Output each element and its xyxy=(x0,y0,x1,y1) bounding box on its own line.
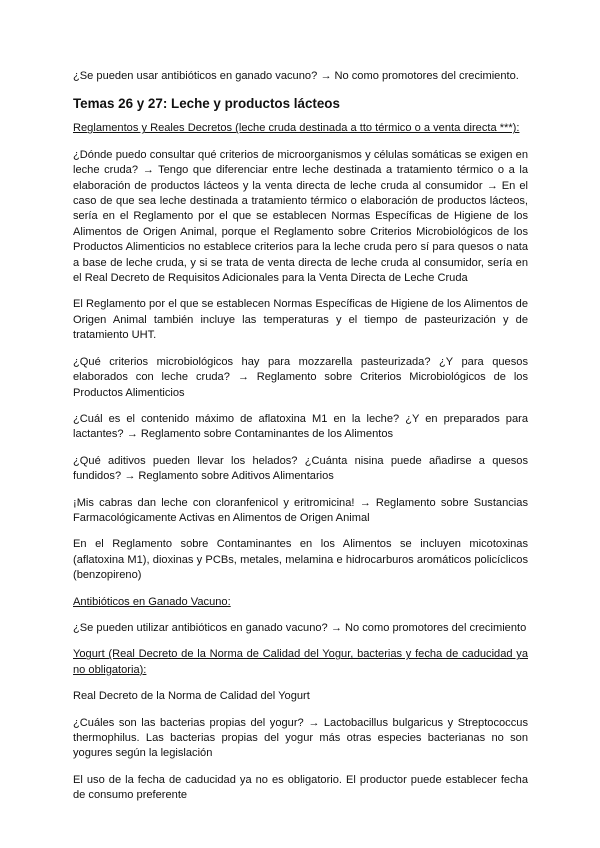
paragraph-aditivos: ¿Qué aditivos pueden llevar los helados? ¿Cuánta nisina puede añadirse a quesos fundidos? → Reglamento sobre Aditivos Alimentarios xyxy=(73,454,528,483)
paragraph-antibioticos: ¿Se pueden utilizar antibióticos en ganado vacuno? → No como promotores del crecimiento xyxy=(73,621,527,634)
paragraph-cabras: ¡Mis cabras dan leche con cloranfenicol y eritromicina! → Reglamento sobre Sustancias Farmacológicamente Activas en Alimentos de Origen Animal xyxy=(73,496,528,524)
paragraph-fecha-caducidad: El uso de la fecha de caducidad ya no es obligatorio. El productor puede establecer fecha de consumo preferente xyxy=(73,773,528,802)
paragraph-leche-cruda: ¿Dónde puedo consultar qué criterios de microorganismos y células somáticas se exigen en leche cruda? → Tengo que diferenciar entre leche destinada a tratamiento térmico o a la elaboración de productos lácteos y la venta directa de leche cruda al consumidor → En el caso de que sea leche destinada a tratamiento térmico o elaboración de productos lácteos, sería en el Reglamento por el que se establecen Normas Específicas de Higiene de los Alimentos de Origen Animal, porque el Reglamento sobre Criterios Microbiológicos de los Productos Alimenticios no establece criterios para la leche cruda pero sí para quesos o nata a base de leche cruda, y si se trata de venta directa de leche cruda al consumidor, sería en el Real Decreto de Requisitos Adicionales para la Venta Directa de Leche Cruda xyxy=(73,148,528,285)
paragraph-aflatoxina: ¿Cuál es el contenido máximo de aflatoxina M1 en la leche? ¿Y en preparados para lactantes? → Reglamento sobre Contaminantes de los Alimentos xyxy=(73,412,528,441)
subheading-reglamentos: Reglamentos y Reales Decretos (leche cruda destinada a tto térmico o a venta directa ***): xyxy=(73,122,520,135)
section-heading: Temas 26 y 27: Leche y productos lácteos xyxy=(73,96,340,112)
paragraph-bacterias-yogur: ¿Cuáles son las bacterias propias del yogur? → Lactobacillus bulgaricus y Streptococcus thermophilus. Las bacterias propias del yogur más otras especies bacterianas no son yogures según la legislación xyxy=(73,716,528,760)
paragraph-mozzarella: ¿Qué criterios microbiológicos hay para mozzarella pasteurizada? ¿Y para quesos elaborados con leche cruda? → Reglamento sobre Criterios Microbiológicos de los Productos Alimenticios xyxy=(73,355,528,399)
intro-paragraph: ¿Se pueden usar antibióticos en ganado vacuno? → No como promotores del crecimiento. xyxy=(73,70,519,82)
subheading-antibioticos: Antibióticos en Ganado Vacuno: xyxy=(73,595,231,608)
paragraph-pasteurizacion: El Reglamento por el que se establecen Normas Específicas de Higiene de los Alimentos de Origen Animal también incluye las temperaturas y el tiempo de pasteurización y de tratamiento UHT. xyxy=(73,298,528,342)
document-page xyxy=(73,69,528,804)
paragraph-real-decreto-yogurt: Real Decreto de la Norma de Calidad del Yogurt xyxy=(73,690,310,703)
subheading-yogurt: Yogurt (Real Decreto de la Norma de Calidad del Yogur, bacterias y fecha de caducidad ya no obligatoria): xyxy=(73,648,528,676)
paragraph-contaminantes: En el Reglamento sobre Contaminantes en los Alimentos se incluyen micotoxinas (aflatoxina M1), dioxinas y PCBs, metales, melamina e hidrocarburos aromáticos policíclicos (benzopireno) xyxy=(73,538,528,582)
